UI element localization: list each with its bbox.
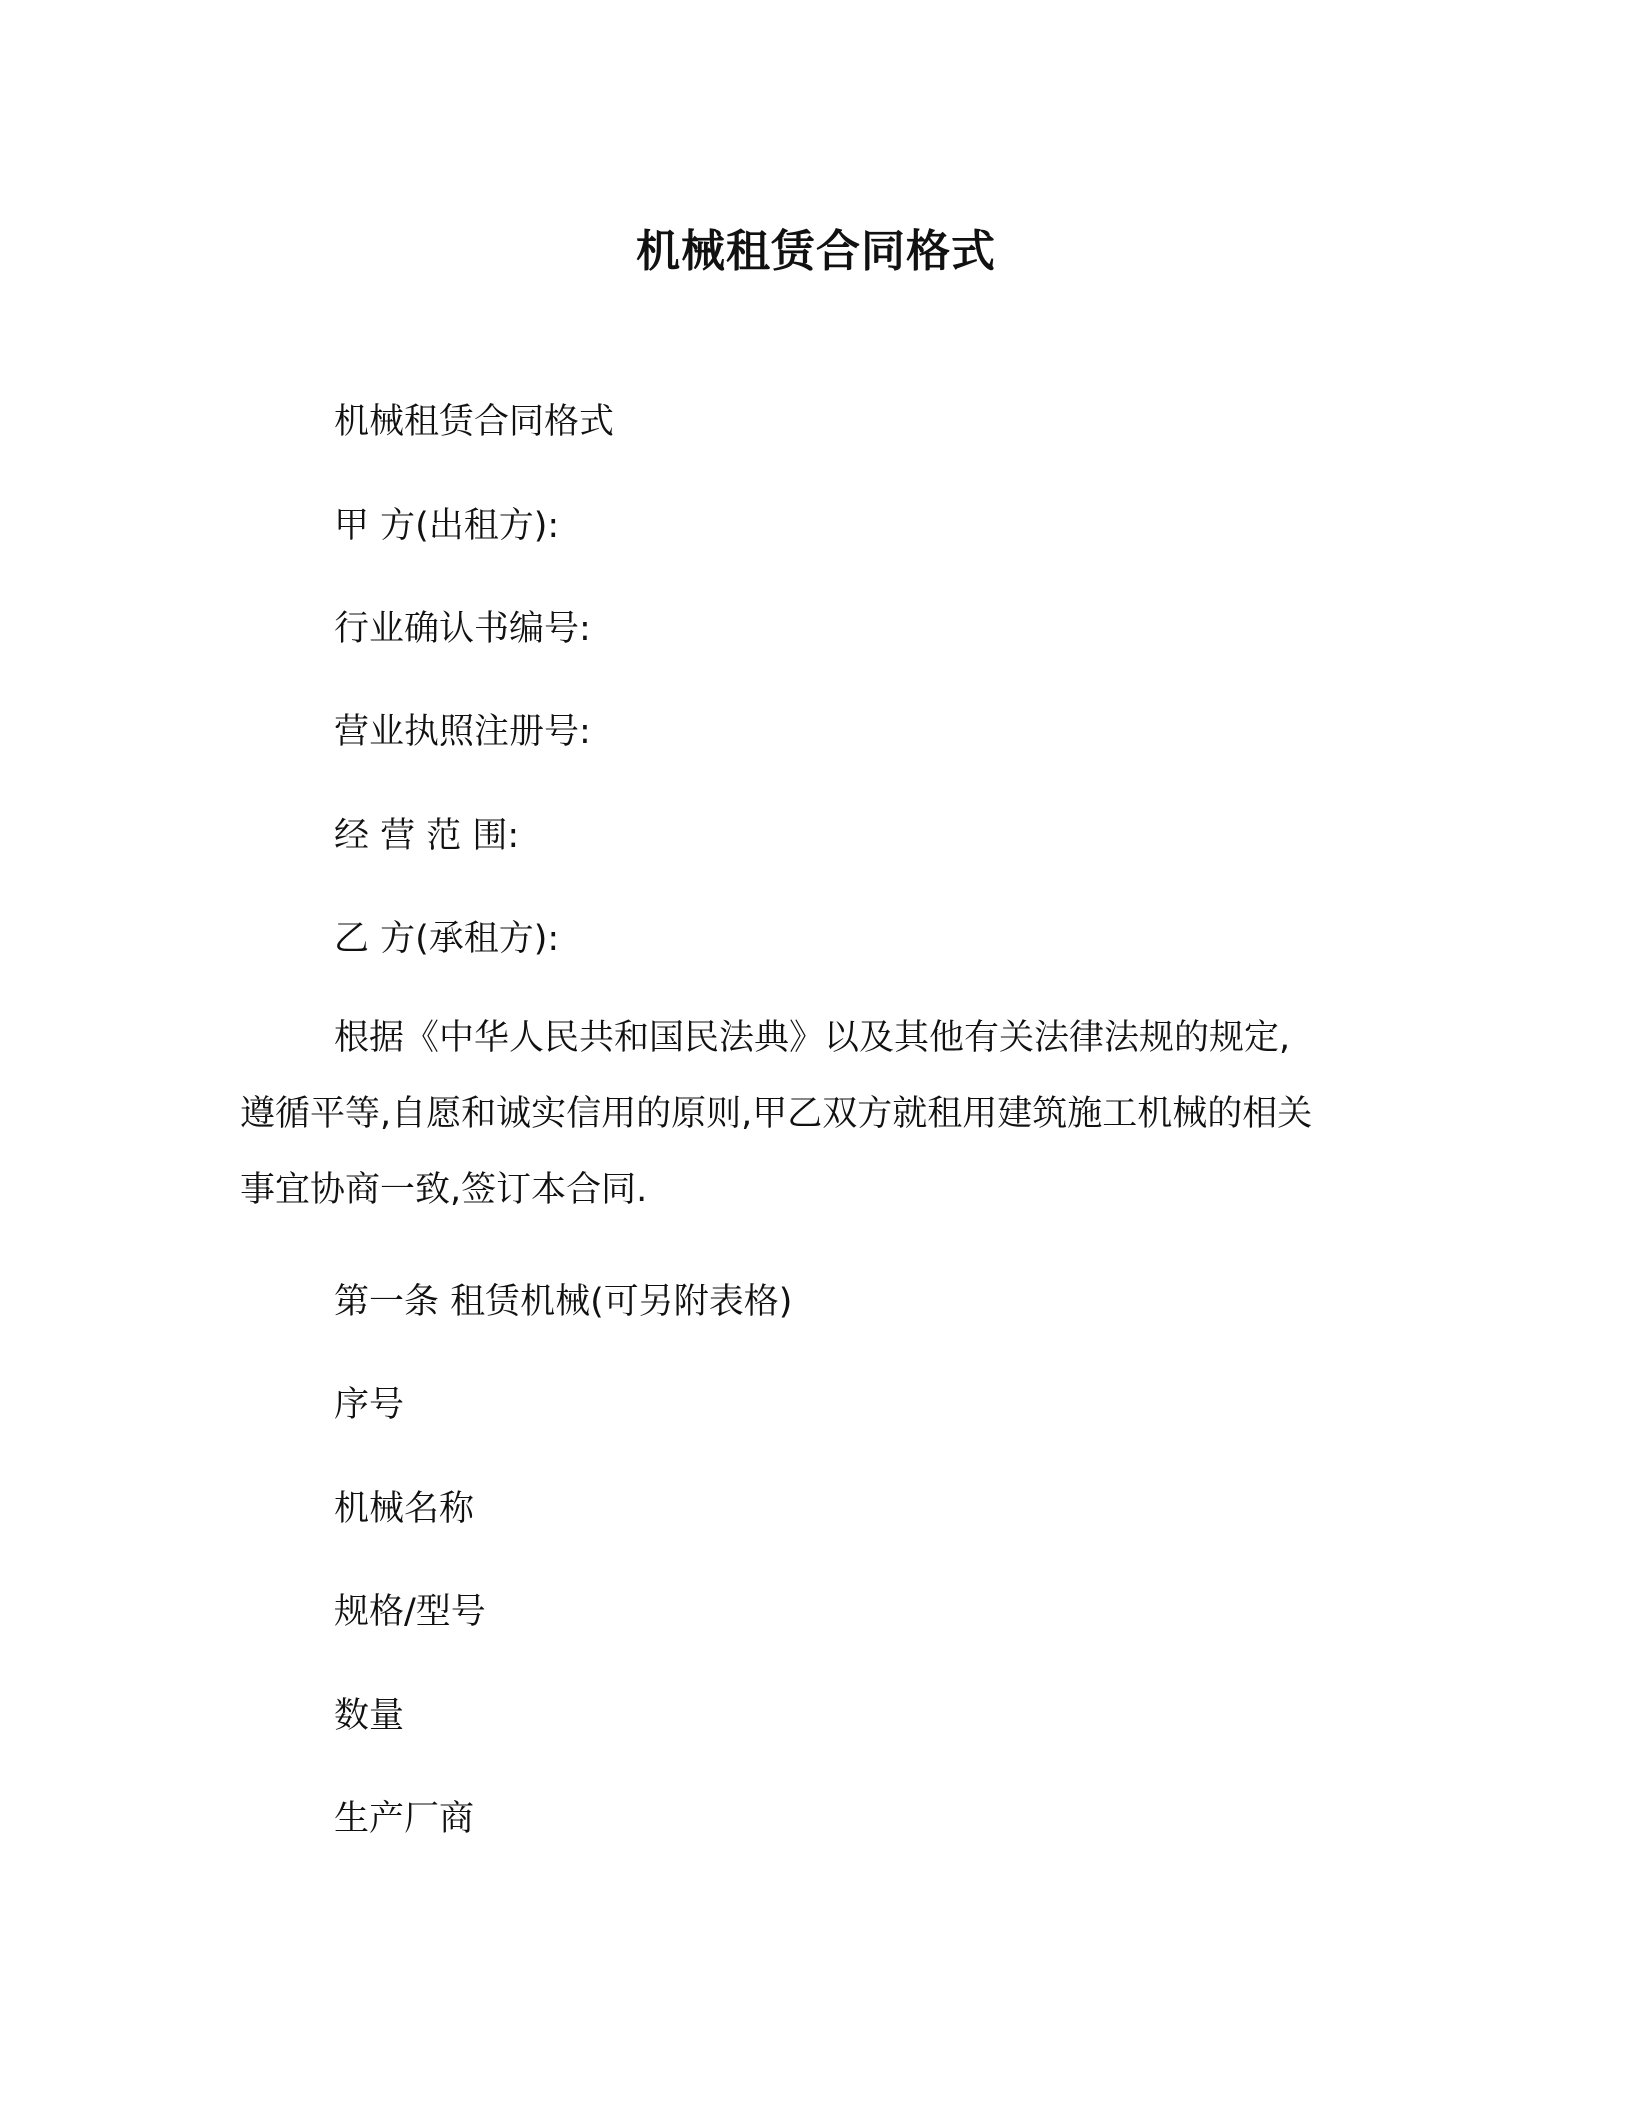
party-b-line: 乙 方(承租方): xyxy=(334,919,560,959)
preamble-paragraph xyxy=(240,1000,1400,1228)
document-title: 机械租赁合同格式 xyxy=(636,226,996,277)
business-scope-line: 经 营 范 围: xyxy=(334,816,520,856)
field-machine-name: 机械名称 xyxy=(334,1489,475,1529)
field-quantity: 数量 xyxy=(334,1696,405,1736)
preamble-line-2: 遵循平等,自愿和诚实信用的原则,甲乙双方就租用建筑施工机械的相关 xyxy=(240,1094,1313,1134)
contract-heading: 机械租赁合同格式 xyxy=(334,402,615,442)
preamble-line-3: 事宜协商一致,签订本合同. xyxy=(240,1170,648,1210)
business-license-line: 营业执照注册号: xyxy=(334,712,591,752)
field-spec-model: 规格/型号 xyxy=(334,1592,486,1632)
article-1-heading: 第一条 租赁机械(可另附表格) xyxy=(334,1282,793,1322)
field-manufacturer: 生产厂商 xyxy=(334,1799,475,1839)
party-a-line: 甲 方(出租方): xyxy=(334,506,560,546)
preamble-line-1: 根据《中华人民共和国民法典》以及其他有关法律法规的规定, xyxy=(334,1018,1291,1058)
industry-certificate-line: 行业确认书编号: xyxy=(334,609,591,649)
field-serial-number: 序号 xyxy=(334,1385,405,1425)
